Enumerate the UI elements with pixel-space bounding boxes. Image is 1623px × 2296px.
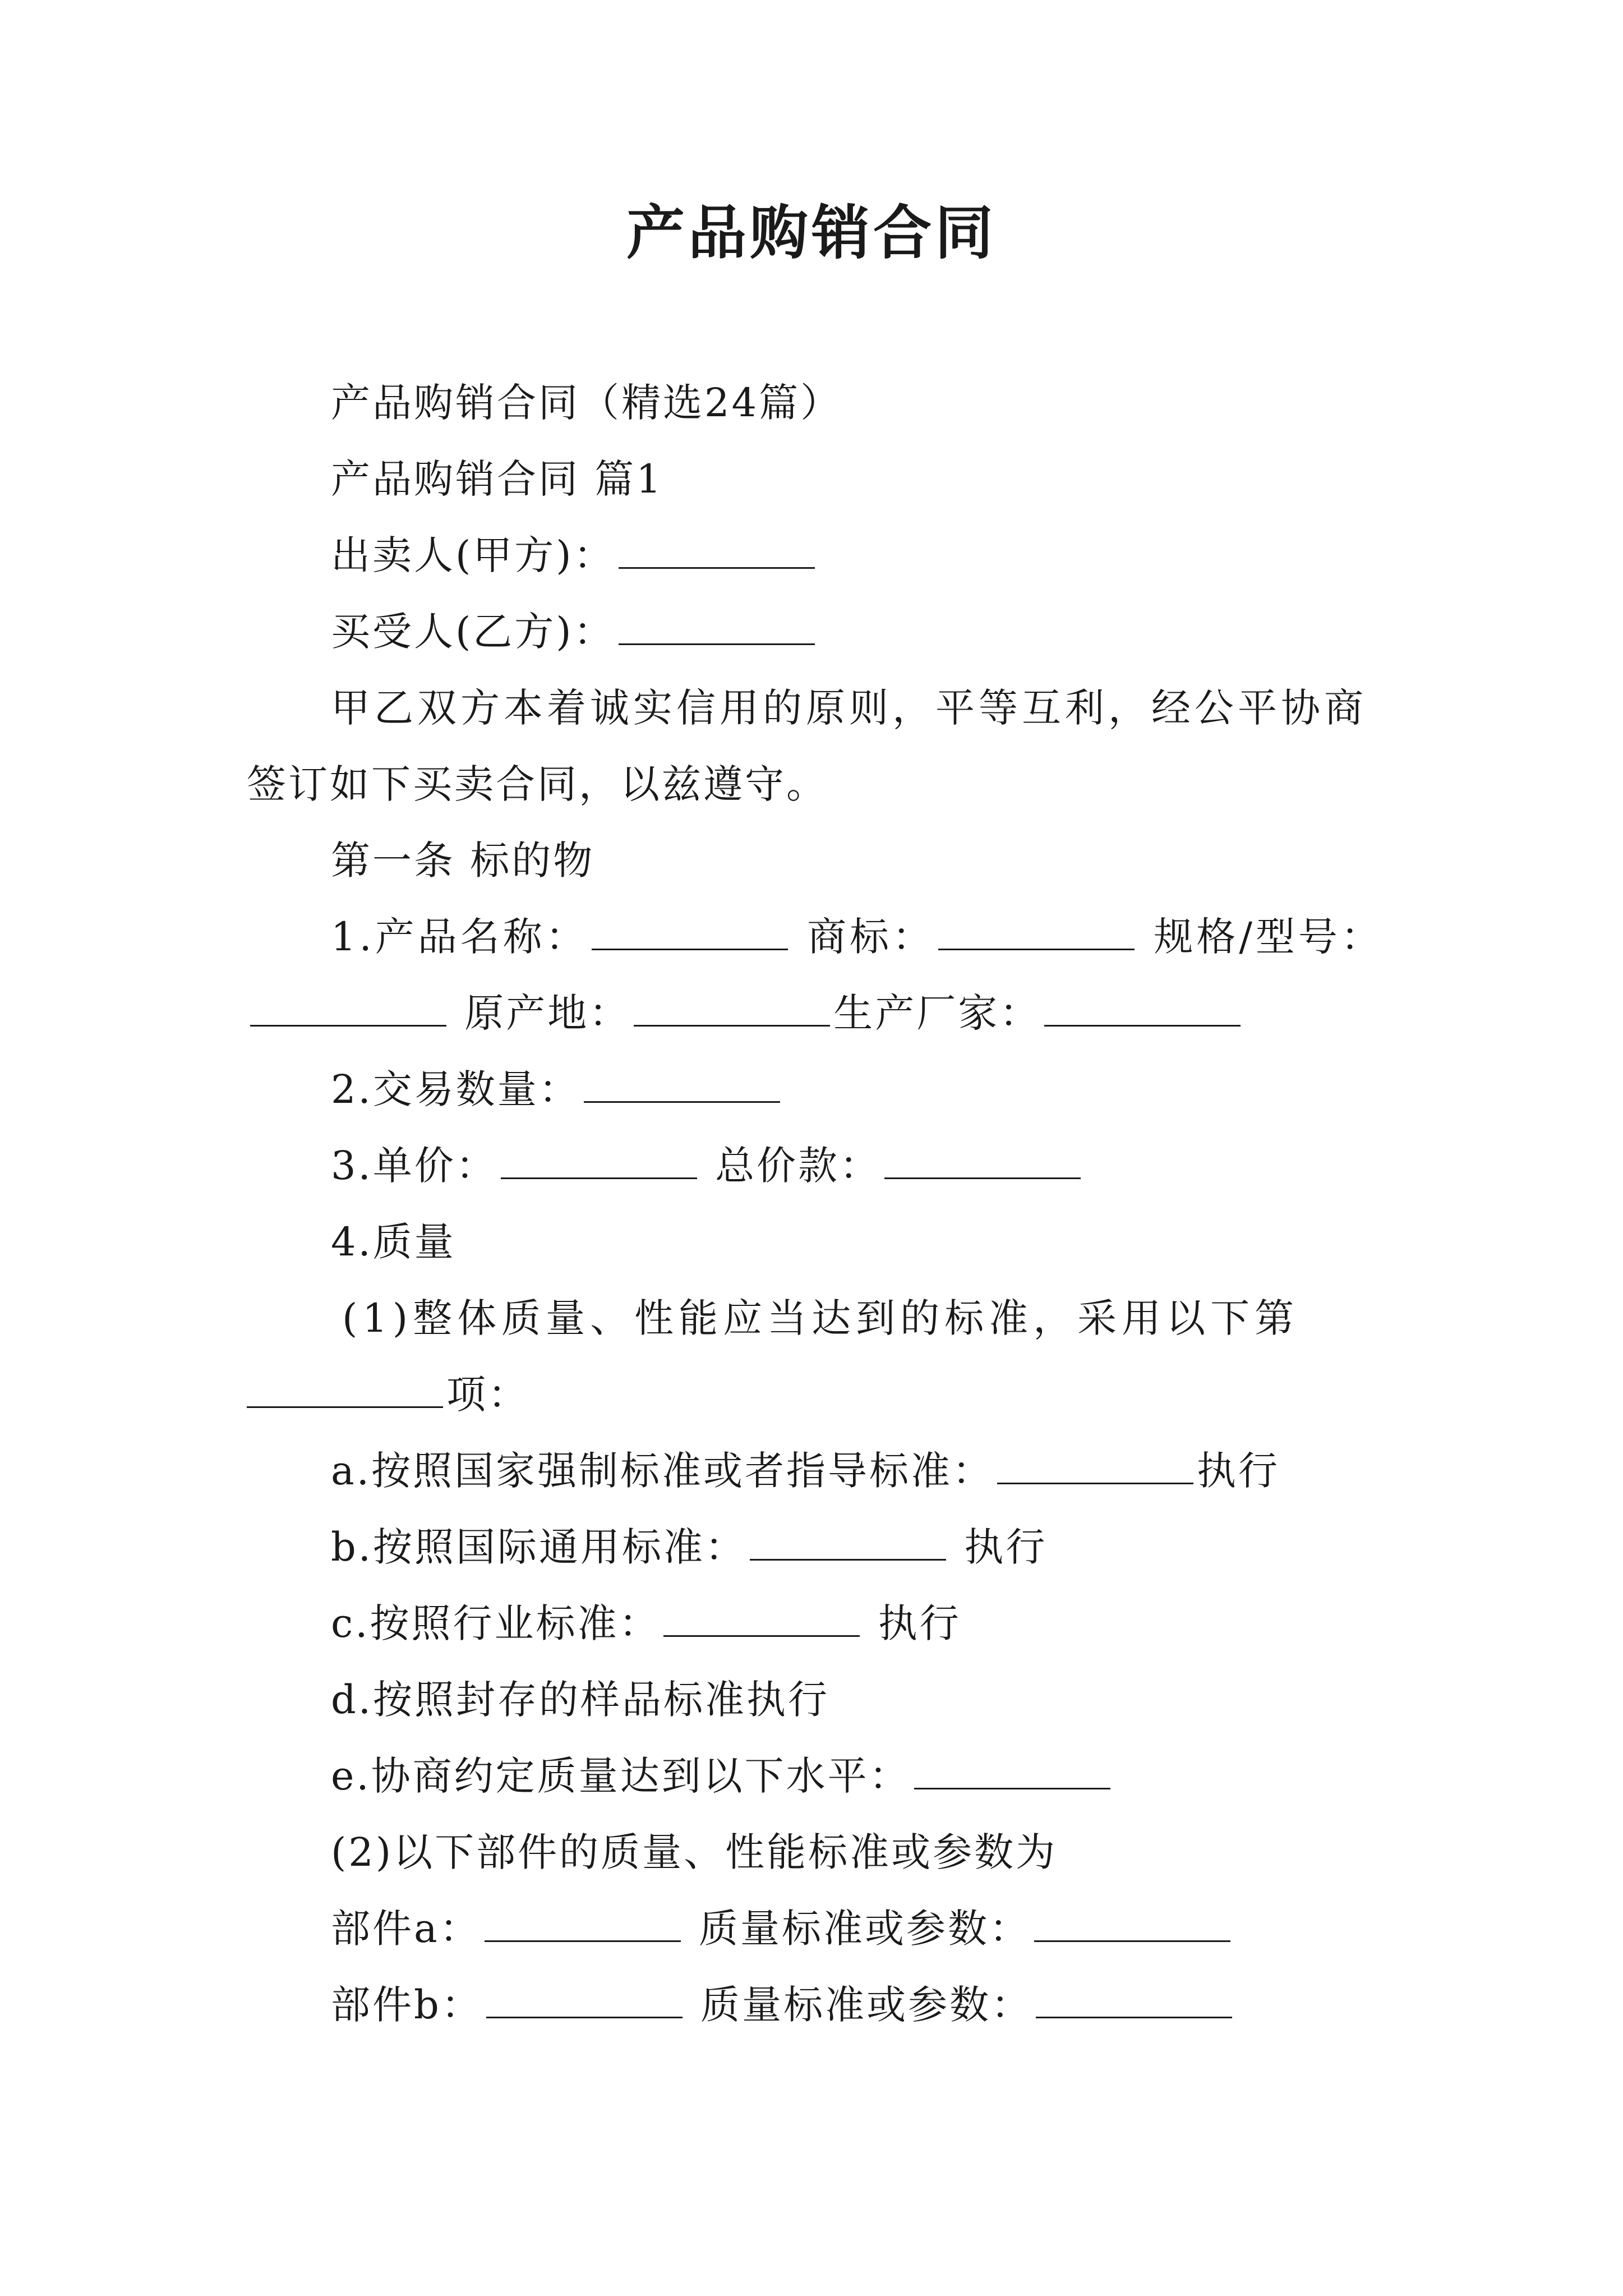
manufacturer-blank [1044, 990, 1241, 1027]
option-b-suffix: 执行 [964, 1524, 1048, 1570]
intro-paragraph-line2: 签订如下买卖合同，以兹遵守。 [247, 761, 828, 807]
option-c-prefix: c.按照行业标准： [331, 1600, 661, 1646]
quality2-line: (2)以下部件的质量、性能标准或参数为 [331, 1829, 1058, 1875]
part-a-blank [485, 1906, 681, 1942]
option-a-suffix: 执行 [1196, 1448, 1280, 1494]
part-a-line [331, 1901, 1234, 1957]
part-b-label: 部件b： [331, 1982, 483, 2028]
option-b-line [331, 1519, 1047, 1575]
total-price-label: 总价款： [715, 1143, 882, 1189]
document-subtitle: 产品购销合同（精选24篇） [331, 380, 842, 426]
document-title: 产品购销合同 [626, 198, 997, 267]
item3-line [331, 1138, 1084, 1194]
quality1-line2 [247, 1366, 529, 1423]
quantity-blank [584, 1066, 780, 1103]
option-c-line [331, 1595, 961, 1651]
part-b-line [331, 1977, 1235, 2033]
total-price-blank [884, 1143, 1081, 1179]
part-b-param-blank [1036, 1982, 1232, 2018]
product-name-label: 1.产品名称： [331, 914, 588, 960]
article1-heading: 第一条 标的物 [331, 838, 595, 884]
option-e-line [331, 1748, 1114, 1804]
option-c-suffix: 执行 [878, 1600, 961, 1646]
product-name-blank [592, 914, 788, 950]
part-b-blank [486, 1982, 683, 2018]
part-a-param-blank [1034, 1906, 1230, 1942]
unit-price-blank [501, 1143, 697, 1179]
buyer-label: 买受人(乙方)： [331, 609, 615, 655]
option-a-prefix: a.按照国家强制标准或者指导标准： [331, 1448, 994, 1494]
option-e-blank [914, 1753, 1110, 1789]
option-c-blank [663, 1600, 860, 1637]
section-heading: 产品购销合同 篇1 [331, 456, 663, 502]
spec-blank [250, 990, 446, 1027]
option-e-prefix: e.协商约定质量达到以下水平： [331, 1753, 911, 1799]
spec-label: 规格/型号： [1154, 914, 1384, 960]
seller-label: 出卖人(甲方)： [331, 532, 615, 578]
origin-label: 原产地： [464, 990, 631, 1036]
option-b-prefix: b.按照国际通用标准： [331, 1524, 747, 1570]
part-a-label: 部件a： [331, 1906, 481, 1952]
seller-blank [619, 532, 815, 569]
trademark-blank [938, 914, 1135, 950]
quantity-label: 2.交易数量： [331, 1066, 580, 1112]
buyer-blank [619, 609, 815, 645]
quality1-line1: (1)整体质量、性能应当达到的标准，采用以下第 [342, 1295, 1299, 1341]
option-a-line [331, 1443, 1280, 1499]
quality1-suffix: 项： [446, 1372, 529, 1418]
manufacturer-label: 生产厂家： [833, 990, 1041, 1036]
item1-line1 [331, 909, 1384, 965]
item4-heading: 4.质量 [331, 1219, 456, 1265]
option-b-blank [750, 1524, 946, 1561]
quality-option-blank [247, 1372, 443, 1408]
seller-line [331, 527, 818, 583]
intro-paragraph-line1: 甲乙双方本着诚实信用的原则，平等互利，经公平协商 [331, 685, 1367, 731]
option-d-line: d.按照封存的样品标准执行 [331, 1677, 830, 1723]
item1-line2 [247, 985, 1244, 1041]
origin-blank [634, 990, 830, 1027]
option-a-blank [997, 1448, 1193, 1484]
part-b-param-label: 质量标准或参数： [700, 1982, 1033, 2028]
part-a-param-label: 质量标准或参数： [699, 1906, 1031, 1952]
trademark-label: 商标： [807, 914, 935, 960]
unit-price-label: 3.单价： [331, 1143, 497, 1189]
item2-line [331, 1061, 783, 1117]
buyer-line [331, 604, 818, 660]
